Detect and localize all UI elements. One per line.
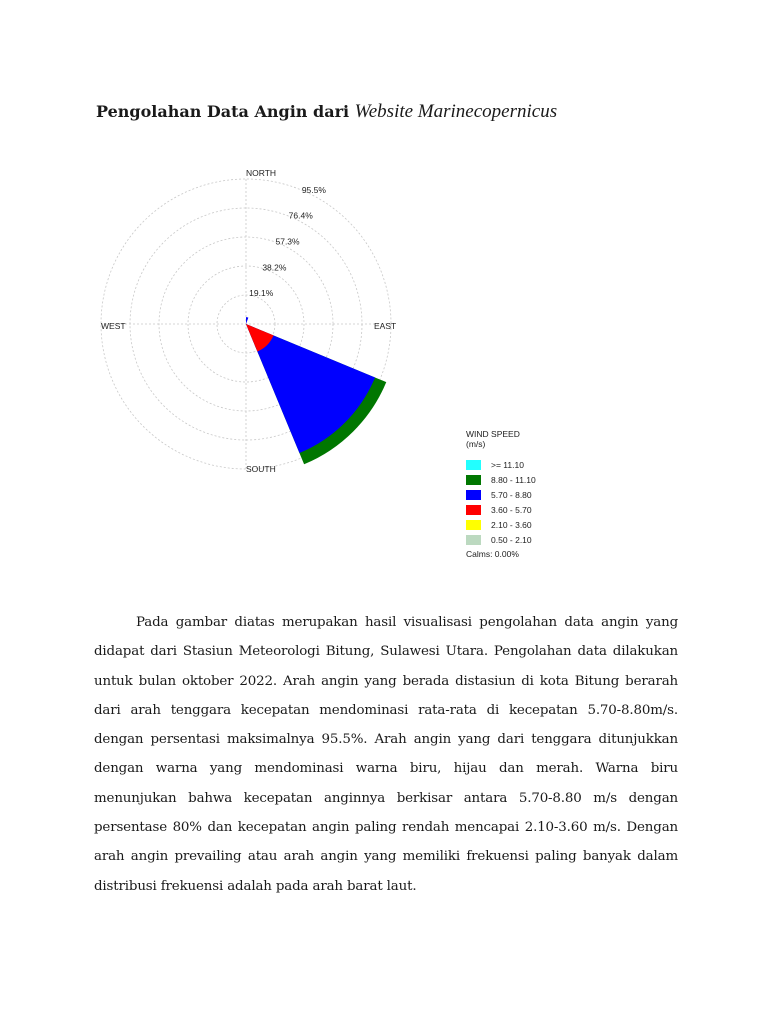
legend-label-5: 2.10 - 3.60 — [491, 520, 532, 530]
legend-swatch-3 — [466, 490, 481, 500]
wind-rose-chart — [92, 162, 542, 570]
ring-label-3: 57.3% — [275, 236, 300, 247]
legend-label-6: 0.50 - 2.10 — [491, 535, 532, 545]
legend-swatch-6 — [466, 535, 481, 545]
ring-label-4: 76.4% — [288, 210, 313, 221]
title-italic-text: Website Marinecopernicus — [354, 101, 558, 122]
legend-swatch-2 — [466, 475, 481, 485]
ring-label-5: 95.5% — [301, 184, 326, 195]
page-title — [96, 101, 557, 123]
legend-calms: Calms: 0.00% — [466, 549, 519, 559]
legend-label-4: 3.60 - 5.70 — [491, 505, 532, 515]
legend-swatch-4 — [466, 505, 481, 515]
label-east: EAST — [374, 321, 397, 331]
legend-swatch-5 — [466, 520, 481, 530]
title-text: Pengolahan Data Angin dari — [96, 102, 350, 121]
ring-label-1: 19.1% — [249, 288, 274, 299]
legend-swatch-1 — [466, 460, 481, 470]
description-paragraph: Pada gambar diatas merupakan hasil visualisasi pengolahan data angin yang didapat dari Stasiun Meteorologi Bitung, Sulawesi Utara. Pengolahan data dilakukan untuk bulan oktober 2022. Arah angin yang berada distasiun di kota Bitung berarah dari arah tenggara kecepatan mendominasi rata-rata di kecepatan 5.70-8.80m/s. dengan persentasi maksimalnya 95.5%. Arah angin yang dari tenggara ditunjukkan dengan warna yang mendominasi warna biru, hijau dan merah. Warna biru menunjukan bahwa kecepatan anginnya berkisar antara 5.70-8.80 m/s dengan persentase 80% dan kecepatan angin paling rendah mencapai 2.10-3.60 m/s. Dengan arah angin prevailing atau arah angin yang memiliki frekuensi paling banyak dalam distribusi frekuensi adalah pada arah barat laut. — [94, 615, 678, 894]
legend-label-3: 5.70 - 8.80 — [491, 490, 532, 500]
legend-label-1: >= 11.10 — [491, 460, 524, 470]
ring-label-2: 38.2% — [262, 262, 287, 273]
legend-title: WIND SPEED — [466, 429, 520, 439]
wind-rose-figure — [92, 162, 542, 570]
legend-unit: (m/s) — [466, 439, 486, 449]
label-west: WEST — [101, 321, 126, 331]
legend-label-2: 8.80 - 11.10 — [491, 475, 536, 485]
label-south: SOUTH — [246, 464, 276, 474]
label-north: NORTH — [246, 168, 277, 178]
